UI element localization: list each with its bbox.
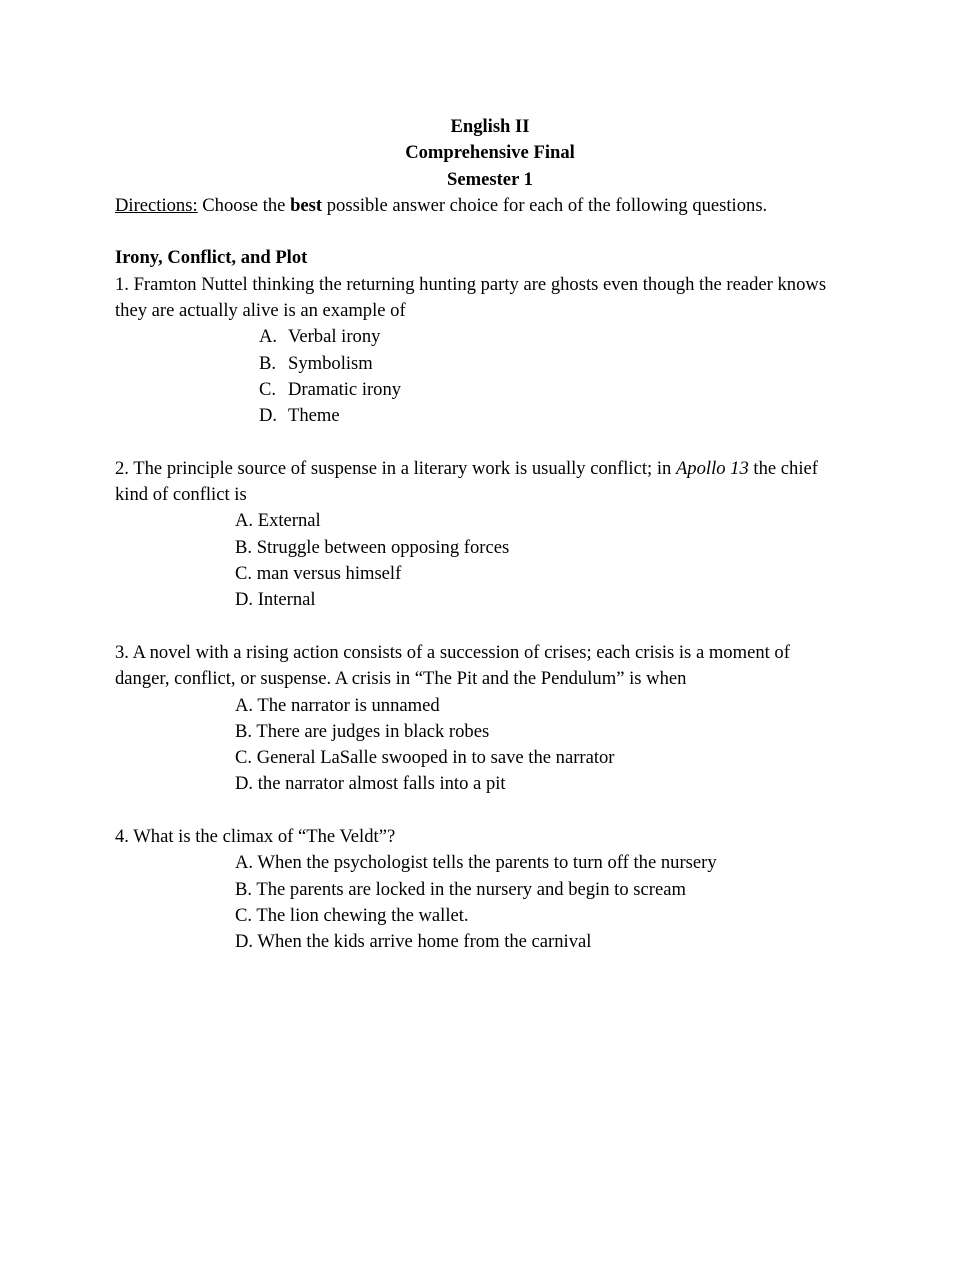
question-2-text-before: 2. The principle source of suspense in a literary work is usually conflict; in bbox=[115, 457, 676, 479]
directions-text-before: Choose the bbox=[197, 194, 291, 216]
question-4-option-a: A. When the psychologist tells the parents to turn off the nursery bbox=[235, 852, 717, 874]
spacer bbox=[115, 614, 865, 640]
question-2 bbox=[115, 456, 865, 614]
question-4 bbox=[115, 824, 865, 955]
question-1-option-b bbox=[259, 351, 865, 377]
option-text: Verbal irony bbox=[288, 326, 381, 348]
question-4-option-d: D. When the kids arrive home from the carnival bbox=[235, 931, 592, 953]
question-3-options bbox=[115, 693, 865, 798]
directions-emphasis: best bbox=[290, 194, 323, 216]
question-1-text-line-1: 1. Framton Nuttel thinking the returning hunting party are ghosts even though the reader knows bbox=[115, 273, 827, 295]
question-2-option-c: C. man versus himself bbox=[235, 563, 402, 585]
question-1-text-line-2: they are actually alive is an example of bbox=[115, 300, 406, 322]
question-1-option-a bbox=[259, 324, 865, 350]
question-4-options bbox=[115, 850, 865, 955]
question-2-options bbox=[115, 508, 865, 613]
question-3-text-line-1: 3. A novel with a rising action consists of a succession of crises; each crisis is a moment of bbox=[115, 641, 790, 663]
option-letter: D. bbox=[259, 405, 278, 427]
question-3-option-d: D. the narrator almost falls into a pit bbox=[235, 773, 506, 795]
question-3-option-a: A. The narrator is unnamed bbox=[235, 694, 440, 716]
question-3-option-b: B. There are judges in black robes bbox=[235, 720, 490, 742]
spacer bbox=[115, 430, 865, 456]
directions-label: Directions: bbox=[115, 194, 198, 216]
question-3 bbox=[115, 640, 865, 798]
exam-title: Comprehensive Final bbox=[405, 142, 575, 164]
option-letter: B. bbox=[259, 352, 277, 374]
question-2-option-b: B. Struggle between opposing forces bbox=[235, 536, 510, 558]
option-text: Symbolism bbox=[288, 352, 373, 374]
directions bbox=[115, 193, 865, 219]
spacer bbox=[115, 798, 865, 824]
question-4-option-b: B. The parents are locked in the nursery and begin to scream bbox=[235, 878, 686, 900]
section-title: Irony, Conflict, and Plot bbox=[115, 247, 308, 269]
question-3-text-line-2: danger, conflict, or suspense. A crisis in “The Pit and the Pendulum” is when bbox=[115, 668, 687, 690]
semester-title: Semester 1 bbox=[447, 168, 533, 190]
option-text: Theme bbox=[288, 405, 340, 427]
question-2-option-d: D. Internal bbox=[235, 589, 316, 611]
question-1-options bbox=[115, 324, 865, 429]
question-2-text-line-2: kind of conflict is bbox=[115, 484, 247, 506]
question-1-option-d bbox=[259, 403, 865, 429]
spacer bbox=[115, 219, 865, 245]
page-content bbox=[115, 114, 865, 956]
question-2-title-italic: Apollo 13 bbox=[675, 457, 749, 479]
course-title: English II bbox=[450, 116, 530, 137]
question-2-option-a: A. External bbox=[235, 510, 321, 532]
question-3-option-c: C. General LaSalle swooped in to save the narrator bbox=[235, 747, 615, 769]
question-4-text-line-1: 4. What is the climax of “The Veldt”? bbox=[115, 826, 396, 848]
option-letter: C. bbox=[259, 378, 277, 400]
option-letter: A. bbox=[259, 326, 278, 348]
question-2-text-line-1 bbox=[115, 456, 865, 482]
question-1 bbox=[115, 272, 865, 430]
directions-text-after: possible answer choice for each of the following questions. bbox=[322, 194, 768, 216]
option-text: Dramatic irony bbox=[288, 378, 402, 400]
question-2-text-after: the chief bbox=[748, 457, 818, 479]
question-4-option-c: C. The lion chewing the wallet. bbox=[235, 904, 469, 926]
question-1-option-c bbox=[259, 377, 865, 403]
